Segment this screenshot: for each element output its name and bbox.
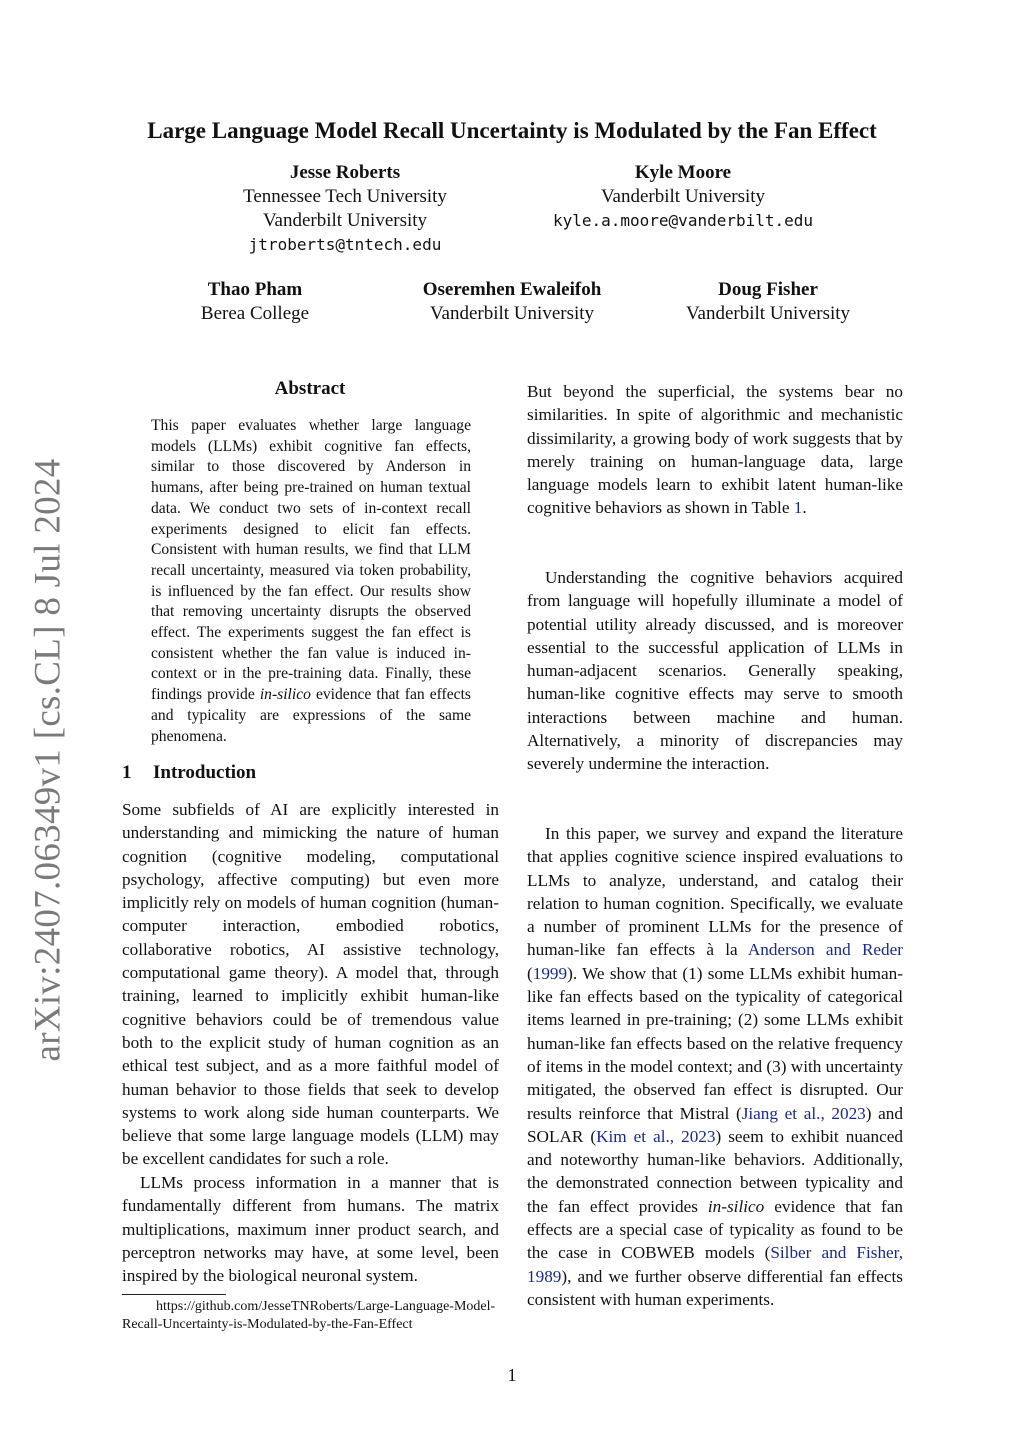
author-affiliation: Vanderbilt University [600, 186, 766, 207]
citation-jiang-link[interactable]: Jiang et al., 2023 [741, 1103, 866, 1123]
citation-silber-link[interactable]: Silber and Fisher, 1989 [527, 1243, 903, 1286]
right-paragraph-2: Understanding the cognitive behaviors acquired from language will hopefully illuminate a model of potential utility already discussed, and is moreover essential to the successful application of LLMs in human-adjacent scenarios. Generally speaking, human-like cognitive effects may serve to smooth interactions between machine and human. Alternatively, a minority of discrepancies may severely undermine the interaction. [527, 568, 903, 774]
intro-paragraph-2: LLMs process information in a manner that is fundamentally different from humans. The matrix multiplications, maximum inner product search, and perceptron networks may have, at some level, been inspired by the biological neuronal system. [122, 1173, 499, 1286]
section-number: 1 [122, 762, 132, 783]
author-affiliation: Vanderbilt University [262, 210, 428, 231]
footnote-rule [122, 1294, 226, 1295]
citation-anderson-year-link[interactable]: 1999 [532, 963, 568, 983]
right-paragraph-1: But beyond the superficial, the systems bear no similarities. In spite of algorithmic and mechanistic dissimilarity, a growing body of work suggests that by merely training on human-language data, large language models learn to exhibit latent human-like cognitive behaviors as shown in Table 1. [527, 382, 903, 518]
section-heading-introduction [122, 762, 256, 784]
page-number: 1 [507, 1365, 517, 1385]
intro-paragraph-1: Some subfields of AI are explicitly interested in understanding and mimicking the nature of human cognition (cognitive modeling, computational psychology, affective computing) but even more implicitly rely on models of human cognition (human-computer interaction, embodied robotics, collaborative robotics, AI assistive technology, computational game theory). A model that, through training, learned to implicitly exhibit human-like cognitive behaviors could be of tremendous value both to the explicit study of human cognition as an ethical test subject, and as a more faithful model of human behavior to those fields that seek to develop systems to work along side human counterparts. We believe that some large language models (LLM) may be excellent candidates for such a role. [122, 800, 499, 1169]
citation-anderson-link[interactable]: Anderson and Reder [747, 940, 903, 960]
author-name: Kyle Moore [634, 162, 732, 183]
author-affiliation: Berea College [200, 303, 310, 324]
footnote [122, 1298, 499, 1334]
arxiv-side-label: arXiv:2407.06349v1 [cs.CL] 8 Jul 2024 [27, 458, 69, 1062]
abstract-heading: Abstract [274, 378, 346, 399]
table-reference-link[interactable]: 1 [793, 498, 803, 518]
author-name: Jesse Roberts [289, 162, 401, 183]
right-paragraph-3: In this paper, we survey and expand the literature that applies cognitive science inspired evaluations to LLMs to analyze, understand, and catalog their relation to human cognition. Specifically, we evaluate a number of prominent LLMs for the presence of human-like fan effects à la Anderson and Reder (1999). We show that (1) some LLMs exhibit human-like fan effects based on the typicality of categorical items learned in pre-training; (2) some LLMs exhibit human-like fan effects based on the relative frequency of items in the model context; and (3) with uncertainty mitigated, the observed fan effect is disrupted. Our results reinforce that Mistral (Jiang et al., 2023) and SOLAR (Kim et al., 2023) seem to exhibit nuanced and noteworthy human-like behaviors. Additionally, the demonstrated connection between typicality and the fan effect provides in-silico evidence that fan effects are a special case of typicality as found to be the case in COBWEB models (Silber and Fisher, 1989), and we further observe differential fan effects consistent with human experiments. [527, 824, 903, 1309]
author-name: Thao Pham [207, 279, 303, 300]
author-affiliation: Vanderbilt University [685, 303, 851, 324]
abstract-body: This paper evaluates whether large language models (LLMs) exhibit cognitive fan effects, similar to those discovered by Anderson in humans, after being pre-trained on human textual data. We conduct two sets of in-context recall experiments designed to elicit fan effects. Consistent with human results, we find that LLM recall uncertainty, measured via token probability, is influenced by the fan effect. Our results show that removing uncertainty disrupts the observed effect. The experiments suggest the fan effect is consistent whether the fan value is induced in-context or in the pre-training data. Finally, these findings provide in-silico evidence that fan effects and typicality are expressions of the same phenomena. [151, 417, 471, 745]
author-block-roberts [200, 161, 490, 257]
author-block-moore [520, 161, 846, 233]
footnote-url[interactable]: https://github.com/JesseTNRoberts/Large-Language-Model-Recall-Uncertainty-is-Modulated-by-the-Fan-Effect [122, 1299, 496, 1332]
section-title: Introduction [153, 762, 257, 783]
author-block-ewaleifoh [392, 278, 632, 326]
author-email[interactable]: kyle.a.moore@vanderbilt.edu [552, 211, 814, 230]
author-name: Doug Fisher [718, 279, 818, 300]
author-name: Oseremhen Ewaleifoh [422, 279, 602, 300]
paper-title: Large Language Model Recall Uncertainty is Modulated by the Fan Effect [147, 118, 877, 143]
author-affiliation: Vanderbilt University [429, 303, 595, 324]
author-block-pham [140, 278, 370, 326]
author-email[interactable]: jtroberts@tntech.edu [248, 235, 442, 254]
author-block-fisher [650, 278, 886, 326]
citation-kim-link[interactable]: Kim et al., 2023 [596, 1126, 716, 1146]
author-affiliation: Tennessee Tech University [243, 186, 447, 207]
